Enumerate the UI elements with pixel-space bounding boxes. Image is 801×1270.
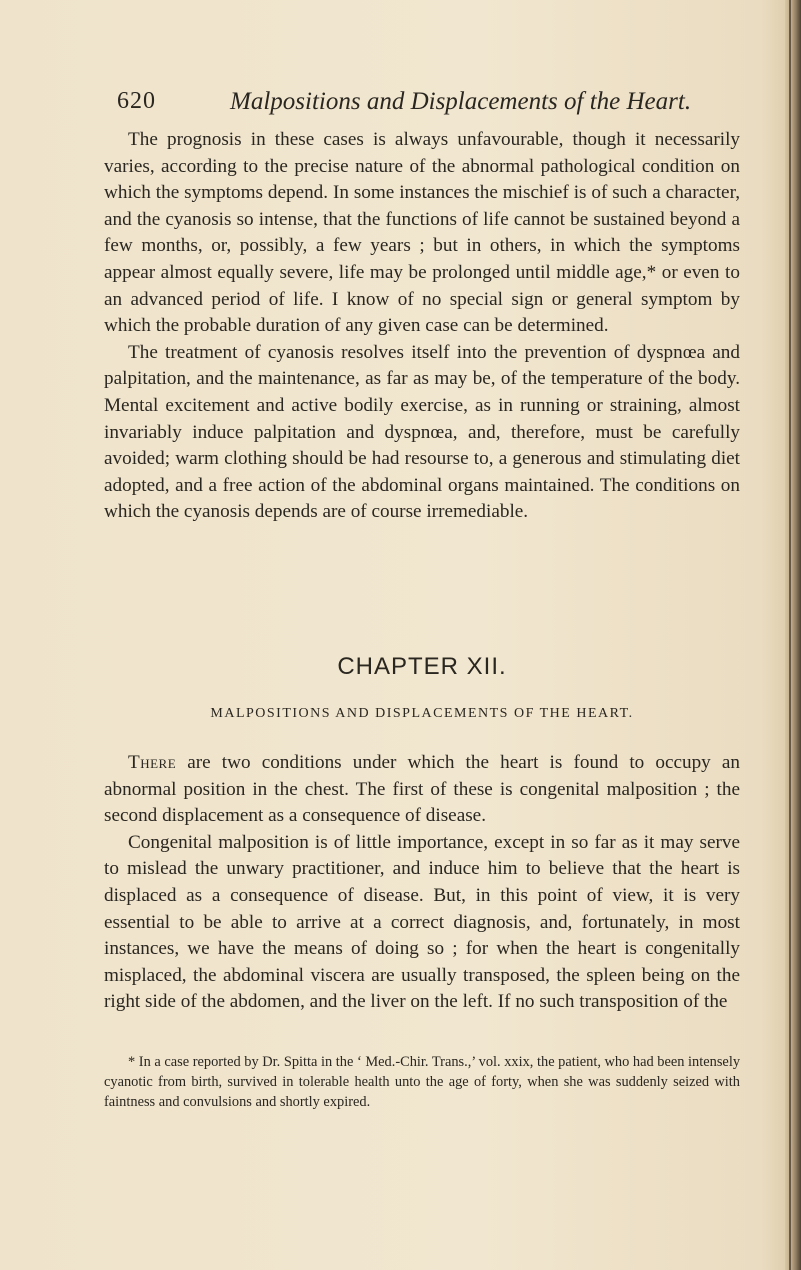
running-head (117, 88, 740, 118)
chapter-heading: CHAPTER XII. (337, 653, 507, 680)
paragraph-conditions (104, 750, 740, 830)
paragraph-congenital: Congenital malposition is of little importance, except in so far as it may serve to mislead the unwary practitioner, and induce him to believe that the heart is displaced as a consequence of disease. But, in this point of view, it is very essential to be able to arrive at a correct diagnosis, and, fortunately, in most instances, we have the means of doing so ; for when the heart is congenitally misplaced, the abdominal viscera are usually transposed, the spleen being on the right side of the abdomen, and the liver on the left. If no such transposition of the (104, 831, 740, 1013)
page-number: 620 (117, 88, 156, 114)
running-title: Malpositions and Displacements of the Heart. (230, 88, 692, 115)
paragraph-treatment: The treatment of cyanosis resolves itself into the prevention of dyspnœa and palpitation, and the maintenance, as far as may be, of the temperature of the body. Mental excitement and active bodily exercise, as in running or straining, almost invariably induce palpitation and dyspnœa, and, therefore, must be carefully avoided; warm clothing should be had resourse to, a generous and stimulating diet adopted, and a free action of the abdominal organs maintained. The conditions on which the cyanosis depends are of course irremediable. (104, 341, 740, 523)
paragraph-conditions-text: are two conditions under which the heart is found to occupy an abnormal position in the chest. The first of these is congenital malposition ; the second displacement as a consequence of disease. (104, 752, 740, 827)
page-edge-shadow (785, 0, 801, 1270)
paragraph-prognosis: The prognosis in these cases is always unfavourable, though it necessarily varies, according to the precise nature of the abnormal pathological condition on which the symptoms depend. In some instances the mischief is of such a character, and the cyanosis so intense, that the functions of life cannot be sustained beyond a few months, or, possibly, a few years ; but in others, in which the symptoms appear almost equally severe, life may be prolonged until middle age,* or even to an advanced period of life. I know of no special sign or general symptom by which the probable duration of any given case can be determined. (104, 129, 740, 337)
footnote-area (104, 1052, 740, 1112)
chapter-subtitle: MALPOSITIONS AND DISPLACEMENTS OF THE HEART. (210, 706, 634, 721)
footnote: * In a case reported by Dr. Spitta in the ‘ Med.-Chir. Trans.,’ vol. xxix, the patient, who had been intensely cyanotic from birth, survived in tolerable health unto the age of forty, when she was suddenly seized with faintness and convulsions and shortly expired. (104, 1054, 741, 1110)
body-text-bottom (104, 750, 740, 1016)
body-text-top (104, 127, 740, 526)
page-edge-line (789, 0, 791, 1270)
paragraph-lead-word: There (128, 752, 177, 773)
